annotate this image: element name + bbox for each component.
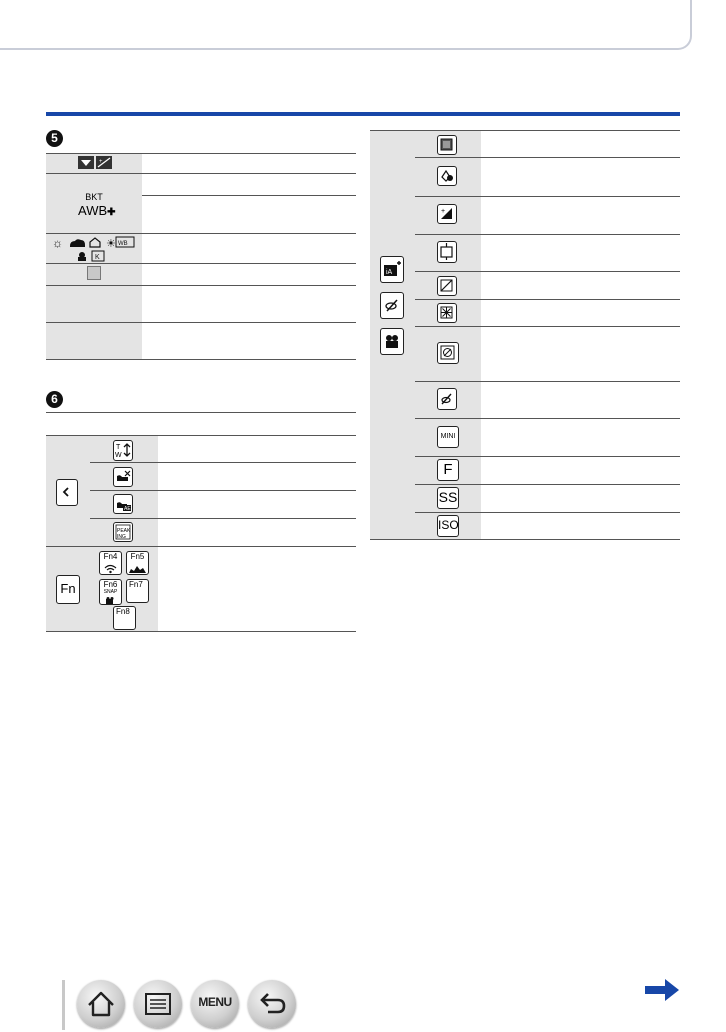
next-page-arrow-icon[interactable] <box>645 978 681 1002</box>
svg-text:☀: ☀ <box>106 238 116 250</box>
brightness-icon <box>437 204 457 224</box>
home-icon <box>77 980 125 1028</box>
svg-text:iA: iA <box>386 269 393 276</box>
white-balance-icons <box>50 236 140 262</box>
intelligent-auto-plus-icon <box>380 256 404 283</box>
return-icon <box>248 980 296 1028</box>
svg-text:W: W <box>115 452 122 459</box>
fn4-wifi-icon: Fn4 <box>99 551 122 575</box>
touch-tab-icon <box>56 479 78 506</box>
fn5-histogram-icon: Fn5 <box>126 551 149 575</box>
creative-control-icon <box>380 292 404 319</box>
touch-shutter-icon <box>113 467 133 487</box>
svg-text:WB: WB <box>118 241 128 247</box>
color-tone-icon <box>437 276 457 296</box>
section-divider <box>46 112 680 116</box>
svg-text:+: + <box>441 208 446 215</box>
touch-zoom-icon <box>113 440 133 461</box>
svg-text:K: K <box>95 254 100 261</box>
page-header-tab <box>0 0 692 50</box>
svg-text:AE: AE <box>124 506 131 512</box>
snowflake-icon <box>437 303 457 323</box>
list-icon <box>134 980 182 1028</box>
svg-text:T: T <box>116 444 121 451</box>
mini-icon: MINI <box>437 426 459 448</box>
filter-effect-icon <box>437 388 457 410</box>
back-button[interactable] <box>248 980 296 1028</box>
aperture-icon: F <box>437 459 459 481</box>
home-button[interactable] <box>77 980 125 1028</box>
svg-text:+: + <box>99 159 103 165</box>
awb-bracket-icon: AWB✚ <box>78 203 116 218</box>
svg-text:ING: ING <box>117 534 126 540</box>
frame-icon <box>437 135 457 155</box>
menu-button[interactable] <box>191 980 239 1028</box>
area-icon <box>437 241 457 263</box>
fn8-button: Fn8 <box>113 606 136 630</box>
fn6-snap-movie-icon: Fn6 SNAP <box>99 579 122 605</box>
nav-divider <box>62 980 65 1030</box>
creative-video-icon <box>380 328 404 355</box>
photo-style-icon <box>437 342 459 364</box>
svg-text:PEAK: PEAK <box>117 528 131 534</box>
section-5-badge: 5 <box>46 130 63 147</box>
menu-label: MENU <box>198 995 232 1009</box>
fn-tab-icon: Fn <box>56 575 80 604</box>
section-6-badge: 6 <box>46 391 63 408</box>
iso-icon: ISO <box>437 515 459 537</box>
contents-button[interactable] <box>134 980 182 1028</box>
peaking-icon <box>113 522 133 542</box>
fn7-button: Fn7 <box>126 579 149 603</box>
small-square-icon <box>87 266 101 280</box>
svg-text:☼: ☼ <box>52 236 63 250</box>
bkt-label: BKT <box>85 192 103 202</box>
defocus-control-icon <box>437 166 457 186</box>
shutter-speed-icon: SS <box>437 487 459 509</box>
exposure-compensation-icon <box>78 156 114 170</box>
touch-ae-icon <box>113 494 133 514</box>
